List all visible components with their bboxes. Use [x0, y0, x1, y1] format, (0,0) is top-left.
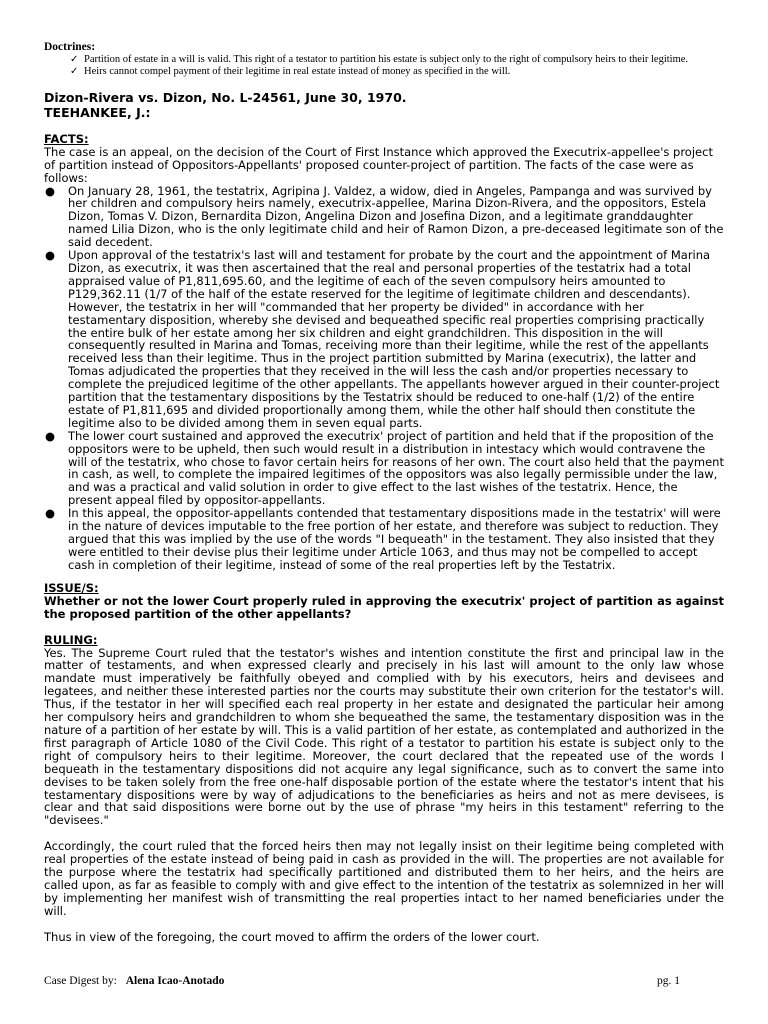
bullet-icon: ● — [45, 506, 56, 521]
facts-bullet — [44, 185, 724, 250]
facts-bullet — [44, 249, 724, 430]
facts-bullet-text: In this appeal, the oppositor-appellants contended that testamentary dispositions made in the testatrix' will were in the nature of devices imputable to the free portion of her estate, and therefore was subject to reduction. They argued that this was implied by the use of the words "I bequeath" in the testament. They also insisted that they were entitled to their devise plus their legitime under Article 1063, and thus may not be compelled to accept cash in completion of their legitime, instead of some of the real properties left by the Testatrix. — [68, 506, 721, 572]
doctrine-item — [70, 66, 724, 78]
issue-heading: ISSUE/S: — [44, 580, 99, 595]
ruling-heading: RULING: — [44, 632, 98, 647]
doctrines-list — [44, 54, 724, 79]
ruling-paragraph: Accordingly, the court ruled that the forced heirs then may not legally insist on their legitime being completed with real properties of the estate instead of being paid in cash as provided in the will. The properties are not available for the purpose where the testatrix had specifically partitioned and distributed them to her heirs, and the heirs are called upon, as far as feasible to comply with and give effect to the intention of the testatrix as solemnized in her will by implementing her manifest wish of transmitting the real properties intact to her named beneficiaries under the will. — [44, 839, 724, 918]
case-header — [44, 90, 724, 120]
ruling-conclusion: Thus in view of the foregoing, the court moved to affirm the orders of the lower court. — [44, 929, 540, 944]
document-page — [44, 40, 724, 944]
bullet-icon: ● — [45, 183, 56, 198]
checkmark-icon: ✓ — [70, 54, 79, 65]
ponente: TEEHANKEE, J.: — [44, 104, 151, 120]
doctrine-text: Partition of estate in a will is valid. This right of a testator to partition his estate is subject only to the right of compulsory heirs to their legitime. — [84, 54, 689, 65]
doctrines-section — [44, 40, 724, 79]
bullet-icon: ● — [45, 248, 56, 263]
facts-heading: FACTS: — [44, 131, 89, 146]
digest-author: Alena Icao-Anotado — [125, 975, 225, 987]
facts-bullet — [44, 430, 724, 507]
facts-bullet-text: Upon approval of the testatrix's last will and testament for probate by the court and the appointment of Marina Dizon, as executrix, it was then ascertained that the real and personal properties of the testatrix had a total appraised value of P1,811,695.60, and the legitime of each of the seven compulsory heirs amounted to P129,362.11 (1/7 of the half of the estate reserved for the legitime of legitimate children and descendants). However, the testatrix in her will "commanded that her property be divided" in accordance with her testamentary disposition, whereby she devised and bequeathed specific real properties comprising practically the entire bulk of her estate among her six children and eight grandchildren. This disposition in the will consequently resulted in Marina and Tomas, receiving more than their legitime, while the rest of the appellants received less than their legitime. Thus in the project partition submitted by Marina (executrix), the latter and Tomas adjudicated the properties that they received in the will less the cash and/or properties necessary to complete the prejudiced legitime of the other appellants. The appellants however argued in their counter-project partition that the testamentary dispositions by the Testatrix should be reduced to one-half (1/2) of the entire estate of P1,811,695 and divided proportionally among them, while the other half should then constitute the legitime also to be divided among them in seven equal parts. — [68, 248, 720, 430]
doctrine-item — [70, 54, 724, 66]
case-title: Dizon-Rivera vs. Dizon, No. L-24561, June 30, 1970. — [44, 89, 407, 105]
checkmark-icon: ✓ — [70, 66, 79, 78]
doctrines-label: Doctrines: — [44, 41, 96, 53]
ruling-paragraph: Yes. The Supreme Court ruled that the testator's wishes and intention constitute the first and principal law in the matter of testaments, and when expressed clearly and precisely in his last will amount to the only law whose mandate must imperatively be faithfully obeyed and complied with by his executors, heirs and devisees and legatees, and neither these interested parties nor the courts may substitute their own criterion for the testator's will. Thus, if the testator in her will specified each real property in her estate and designated the particular heir among her compulsory heirs and grandchildren to whom she bequeathed the same, the testamentary disposition was in the nature of a partition of her estate by will. This is a valid partition of her estate, as contemplated and authorized in the first paragraph of Article 1080 of the Civil Code. This right of a testator to partition his estate is subject only to the right of compulsory heirs to their legitime. Moreover, the court declared that the repeated use of the words I bequeath in the testamentary dispositions did not acquire any legal significance, such as to convert the same into devises to be taken solely from the free one-half disposable portion of the estate where the testator's intent that his testamentary dispositions were by way of adjudications to the beneficiaries as heirs and not as mere devisees, is clear and that said dispositions were borne out by the use of phrase "my heirs in this testament" referring to the "devisees." — [44, 645, 724, 828]
facts-list — [44, 185, 724, 572]
digest-label: Case Digest by: — [44, 975, 117, 987]
facts-bullet — [44, 507, 724, 572]
issue-question: Whether or not the lower Court properly ruled in approving the executrix' project of partition as against the proposed partition of the other appellants? — [44, 593, 724, 621]
page-footer — [44, 974, 724, 988]
facts-bullet-text: On January 28, 1961, the testatrix, Agripina J. Valdez, a widow, died in Angeles, Pampanga and was survived by her children and compulsory heirs namely, executrix-appellee, Marina Dizon-Rivera, and the oppositors, Estela Dizon, Tomas V. Dizon, Bernardita Dizon, Angelina Dizon and Josefina Dizon, and a legitimate granddaughter named Lilia Dizon, who is the only legitimate child and heir of Ramon Dizon, a pre-deceased legitimate son of the said decedent. — [68, 183, 724, 250]
facts-bullet-text: The lower court sustained and approved the executrix' project of partition and held that if the proposition of the oppositors were to be upheld, then such would result in a distribution in intestacy which would contravene the will of the testatrix, who chose to favor certain heirs for reasons of her own. The court also held that the payment in cash, as well, to complete the impaired legitimes of the oppositors was also legally permissible under the law, and was a practical and valid solution in order to give effect to the last wishes of the testatrix. Hence, the present appeal filed by oppositor-appellants. — [68, 428, 724, 508]
doctrine-text: Heirs cannot compel payment of their legitime in real estate instead of money as specified in the will. — [84, 66, 511, 78]
page-number: pg. 1 — [657, 975, 680, 987]
facts-intro: The case is an appeal, on the decision of the Court of First Instance which approved the Executrix-appellee's project of partition instead of Oppositors-Appellants' proposed counter-project of partition. The facts of the case were as follows: — [44, 144, 713, 185]
bullet-icon: ● — [45, 428, 56, 443]
